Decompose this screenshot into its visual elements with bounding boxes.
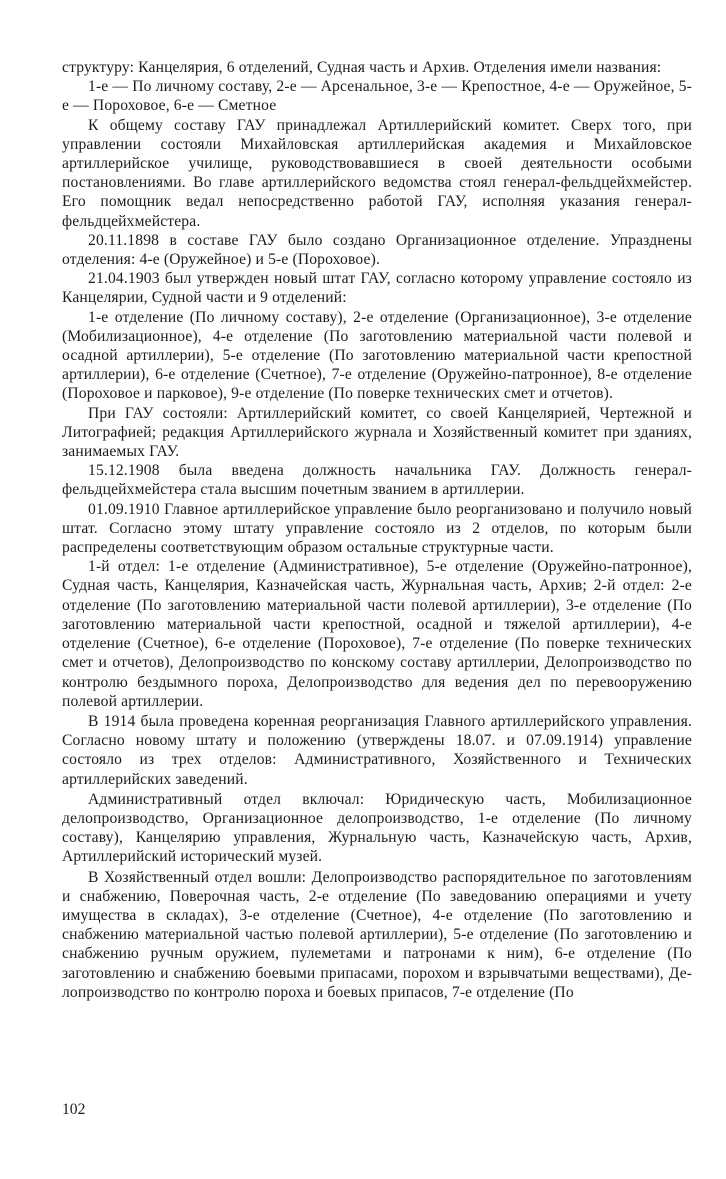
paragraph-1914: В 1914 была проведена коренная реорганизация Главного артиллерийского управления. Согласно новому штату и положению (утверждены 18.07. и 07.09.1914) управление состояло из трех отделов: Административного, Хозяйственного и Технических артиллерийских заведений. xyxy=(62,712,692,788)
paragraph-1910: 01.09.1910 Главное артиллерийское управление было реорганизовано и получило новый штат. Согласно этому штату управление состояло из 2 отделов, по которым были распределены соответствующим образом остальные структурные части. xyxy=(62,500,692,557)
paragraph-1898: 20.11.1898 в составе ГАУ было создано Организационное отделение. Упразднены отделения: 4-е (Оружейное) и 5-е (Пороховое). xyxy=(62,231,692,269)
paragraph-department-list-1: 1-е — По личному составу, 2-е — Арсенальное, 3-е — Крепостное, 4-е — Оружейное, 5-е — Пороховое, 6-е — Сметное xyxy=(62,78,692,115)
page-number: 102 xyxy=(62,1101,86,1118)
paragraph-1910-departments: 1-й отдел: 1-е отделение (Административное), 5-е отделение (Оружейно-патронное), Судная часть, Канцелярия, Казначейская часть, Журнальная часть, Архив; 2-й отдел: 2-е отделение (По заготовлению материальной части полевой артиллерии), 3-е отделение (По заготовлению материальной части крепостной, осадной и тяжелой артиллерии), 4-е отделение (Счетное), 6-е отделение (Пороховое), 7-е отделение (По поверке технических смет и отчетов), Делопроизводство по конскому составу артиллерии, Делопроизводство по контролю бездымного пороха, Делопроизводство для ведения дел по перевооружению полевой артиллерии. xyxy=(62,558,692,710)
paragraph-continuation: структуру: Канцелярия, 6 отделений, Судная часть и Архив. Отделения имели названия: xyxy=(62,59,662,76)
paragraph-economic-department: В Хозяйственный отдел вошли: Делопроизводство распорядительное по заготовлениям и снабжению, Поверочная часть, 2-е отделение (По заведованию операциями и учету имущества в складах), 3-е отделение (Счетное), 4-е отделение (По заготовлению и снабжению материальной частью полевой артиллерии), 5-е отделение (По заготовлению и снабжению ручным оружием, пулеметами и патронами к ним), 6-е отделение (По заготовлению и снабжению боевыми припасами, порохом и взрывчатыми веществами), Делопроизводство по контролю пороха и боевых припасов, 7-е отделение (По xyxy=(62,868,692,1001)
paragraph-1903: 21.04.1903 был утвержден новый штат ГАУ, согласно которому управление состояло из Канцелярии, Судной части и 9 отделений: xyxy=(62,270,692,307)
paragraph-gau-bodies: При ГАУ состояли: Артиллерийский комитет, со своей Канцелярией, Чертежной и Литографией; редакция Артиллерийского журнала и Хозяйственный комитет при зданиях, занимаемых ГАУ. xyxy=(62,404,692,461)
document-body xyxy=(62,58,692,1002)
paragraph-1908: 15.12.1908 была введена должность начальника ГАУ. Должность генерал-фельдцейхмейстера стала высшим почетным званием в артиллерии. xyxy=(62,462,692,499)
paragraph-department-list-2: 1-е отделение (По личному составу), 2-е отделение (Организационное), 3-е отделение (Мобилизационное), 4-е отделение (По заготовлению материальной части полевой и осадной артиллерии), 5-е отделение (По заготовлению материальной части крепостной артиллерии), 6-е отделение (Счетное), 7-е отделение (Оружейно-патронное), 8-е отделение (Пороховое и парковое), 9-е отделение (По поверке технических смет и отчетов). xyxy=(62,308,692,403)
paragraph-artillery-committee: К общему составу ГАУ принадлежал Артиллерийский комитет. Сверх того, при управлении состояли Михайловская артиллерийская академия и Михайловское артиллерийское училище, руководствовавшиеся в своей деятельности особыми постановлениями. Во главе артиллерийского ведомства стоял генерал-фельдцейхмейстер. Его помощник ведал непосредственно работой ГАУ, исполняя указания генерал-фельдцейхмейстера. xyxy=(62,116,692,230)
paragraph-administrative-department: Административный отдел включал: Юридическую часть, Мобилизационное делопроизводство, Организационное делопроизводство, 1-е отделение (По личному составу), Канцелярию управления, Журнальную часть, Казначейскую часть, Архив, Артиллерийский исторический музей. xyxy=(62,790,692,866)
